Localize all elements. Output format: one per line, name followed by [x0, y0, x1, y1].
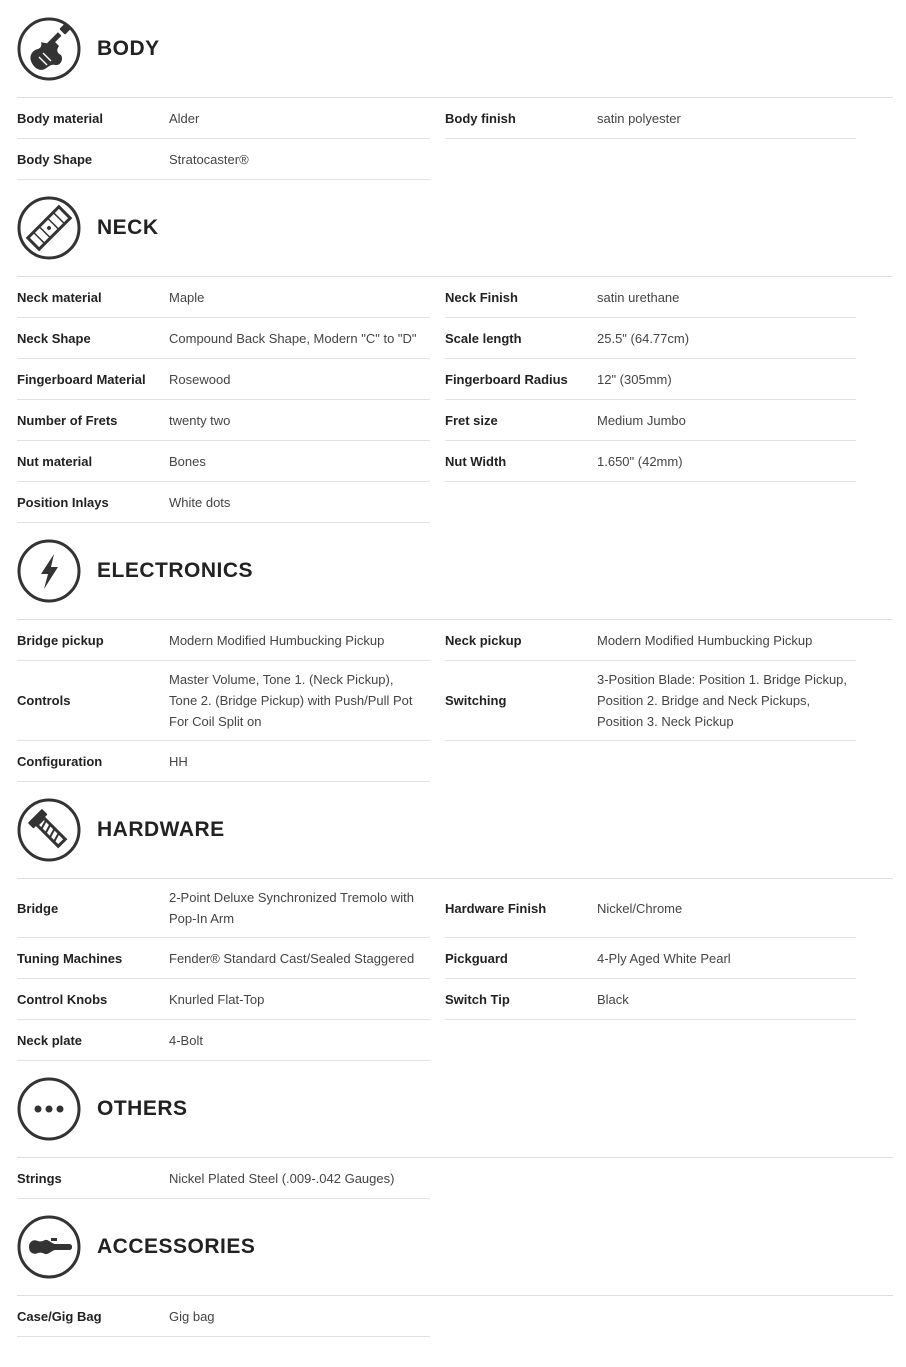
- section-title: HARDWARE: [97, 818, 225, 841]
- section-title: ELECTRONICS: [97, 559, 254, 582]
- spec-row: [17, 277, 430, 318]
- spec-row: [17, 400, 430, 441]
- spec-value: 12" (305mm): [597, 371, 672, 387]
- spec-value: Compound Back Shape, Modern "C" to "D": [169, 330, 417, 346]
- spec-row: [17, 1296, 430, 1337]
- spec-value: Modern Modified Humbucking Pickup: [597, 632, 813, 648]
- spec-value: Fender® Standard Cast/Sealed Staggered: [169, 950, 415, 966]
- spec-label: Fret size: [445, 412, 498, 428]
- spec-label: Neck material: [17, 289, 102, 305]
- ellipsis-icon: [17, 1077, 81, 1141]
- guitar-body-icon: [17, 17, 81, 81]
- spec-value: 1.650" (42mm): [597, 453, 683, 469]
- spec-row: [17, 318, 430, 359]
- spec-value: 4-Bolt: [169, 1032, 203, 1048]
- spec-label: Fingerboard Radius: [445, 371, 568, 387]
- spec-row: [17, 979, 430, 1020]
- spec-value: Alder: [169, 110, 200, 126]
- spec-row: [445, 661, 856, 741]
- spec-row: [17, 879, 430, 938]
- spec-label: Nut material: [17, 453, 93, 469]
- spec-label: Strings: [17, 1170, 62, 1186]
- spec-value: 3-Position Blade: Position 1. Bridge Pickup, Position 2. Bridge and Neck Pickups, Position 3. Neck Pickup: [597, 672, 848, 729]
- spec-row: [17, 661, 430, 741]
- spec-label: Number of Frets: [17, 412, 118, 428]
- spec-value: satin urethane: [597, 289, 680, 305]
- section-electronics: [0, 522, 906, 769]
- section-neck: [0, 179, 906, 510]
- guitar-neck-icon: [17, 196, 81, 260]
- section-hardware: [0, 781, 906, 1048]
- spec-label: Body Shape: [17, 151, 93, 167]
- spec-row: [17, 1020, 430, 1061]
- section-title: OTHERS: [97, 1097, 188, 1120]
- spec-label: Neck Finish: [445, 289, 518, 305]
- spec-value: 2-Point Deluxe Synchronized Tremolo with Pop-In Arm: [169, 890, 414, 926]
- spec-row: [445, 400, 856, 441]
- spec-value: satin polyester: [597, 110, 681, 126]
- spec-label: Control Knobs: [17, 991, 108, 1007]
- section-title: BODY: [97, 37, 160, 60]
- spec-value: Bones: [169, 453, 206, 469]
- spec-row: [445, 98, 856, 139]
- section-body: [0, 0, 906, 167]
- spec-row: [17, 482, 430, 523]
- spec-value: Modern Modified Humbucking Pickup: [169, 632, 385, 648]
- spec-row: [445, 879, 856, 938]
- spec-label: Hardware Finish: [445, 900, 547, 916]
- spec-label: Fingerboard Material: [17, 371, 146, 387]
- spec-label: Controls: [17, 693, 71, 708]
- spec-value: Stratocaster®: [169, 151, 249, 167]
- guitar-case-icon: [17, 1215, 81, 1279]
- spec-value: Black: [597, 991, 629, 1007]
- section-title: NECK: [97, 216, 159, 239]
- spec-label: Body material: [17, 110, 103, 126]
- spec-row: [445, 359, 856, 400]
- spec-label: Configuration: [17, 753, 103, 769]
- spec-value: Master Volume, Tone 1. (Neck Pickup), Tone 2. (Bridge Pickup) with Push/Pull Pot For Coil Split on: [169, 672, 413, 729]
- spec-label: Switching: [445, 693, 507, 708]
- spec-label: Neck Shape: [17, 330, 91, 346]
- screw-icon: [17, 798, 81, 862]
- spec-label: Case/Gig Bag: [17, 1308, 102, 1324]
- spec-row: [445, 620, 856, 661]
- spec-label: Scale length: [445, 330, 522, 346]
- spec-label: Switch Tip: [445, 991, 510, 1007]
- spec-label: Bridge pickup: [17, 632, 104, 648]
- spec-label: Body finish: [445, 110, 516, 126]
- spec-label: Nut Width: [445, 453, 507, 469]
- spec-row: [17, 359, 430, 400]
- spec-value: Nickel/Chrome: [597, 900, 683, 916]
- spec-row: [17, 139, 430, 180]
- section-others: [0, 1060, 906, 1186]
- spec-value: Gig bag: [169, 1308, 215, 1324]
- spec-label: Neck pickup: [445, 632, 522, 648]
- spec-row: [17, 741, 430, 782]
- spec-row: [17, 938, 430, 979]
- spec-row: [17, 441, 430, 482]
- spec-row: [17, 620, 430, 661]
- spec-value: Knurled Flat-Top: [169, 991, 265, 1007]
- spec-row: [445, 979, 856, 1020]
- spec-label: Position Inlays: [17, 494, 109, 510]
- spec-value: twenty two: [169, 412, 231, 428]
- spec-label: Neck plate: [17, 1032, 83, 1048]
- section-title: ACCESSORIES: [97, 1235, 256, 1258]
- spec-value: Maple: [169, 289, 205, 305]
- section-accessories: [0, 1198, 906, 1324]
- spec-label: Bridge: [17, 900, 59, 916]
- spec-value: HH: [169, 753, 188, 769]
- spec-row: [17, 98, 430, 139]
- spec-label: Tuning Machines: [17, 950, 123, 966]
- spec-row: [445, 441, 856, 482]
- spec-value: Medium Jumbo: [597, 412, 686, 428]
- spec-value: 4-Ply Aged White Pearl: [597, 950, 731, 966]
- lightning-bolt-icon: [17, 539, 81, 603]
- spec-label: Pickguard: [445, 950, 508, 966]
- spec-row: [445, 938, 856, 979]
- spec-value: White dots: [169, 494, 231, 510]
- spec-row: [445, 277, 856, 318]
- spec-value: Nickel Plated Steel (.009-.042 Gauges): [169, 1170, 395, 1186]
- spec-value: 25.5" (64.77cm): [597, 330, 690, 346]
- spec-row: [17, 1158, 430, 1199]
- spec-row: [445, 318, 856, 359]
- spec-value: Rosewood: [169, 371, 231, 387]
